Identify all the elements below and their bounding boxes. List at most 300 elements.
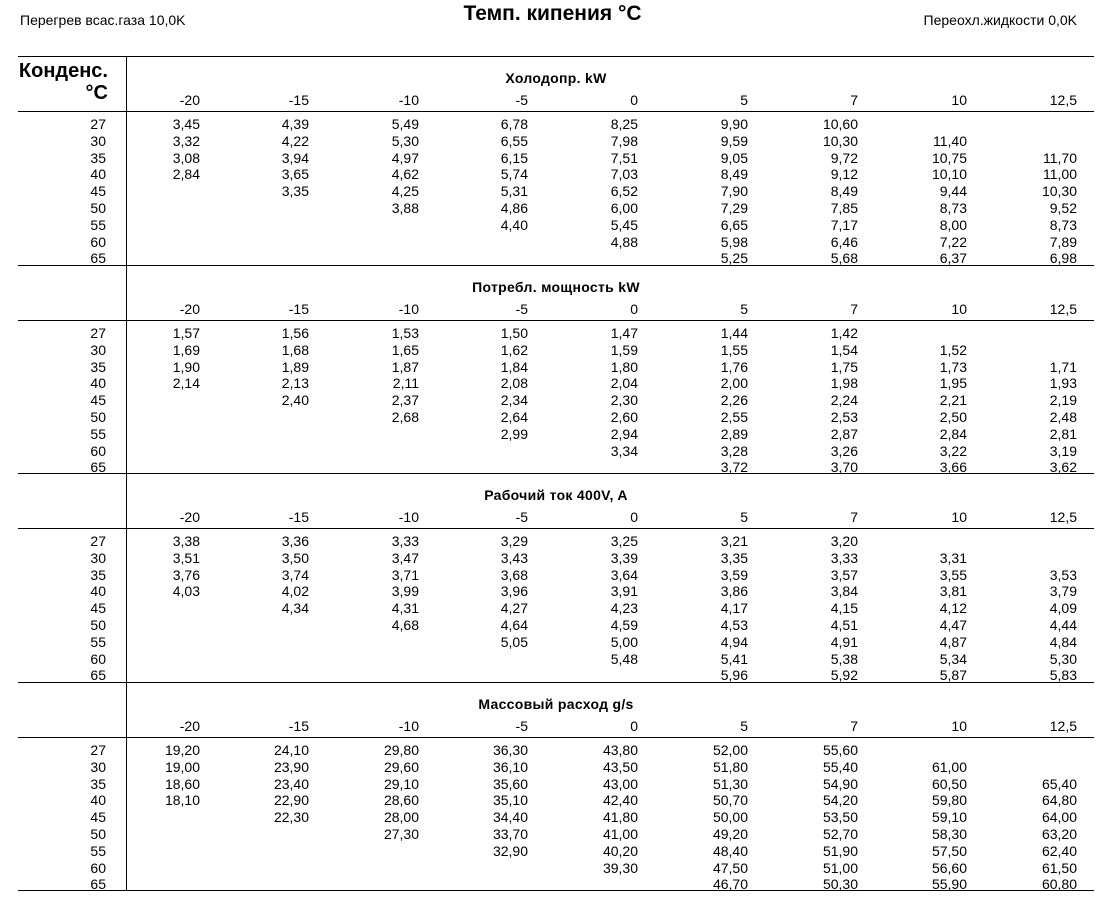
evap-temp-header: -10 xyxy=(398,718,419,734)
table-cell: 2,68 xyxy=(391,409,419,425)
table-cell: 3,53 xyxy=(1049,566,1077,583)
table-cell: 3,84 xyxy=(830,583,858,600)
table-cell: 1,93 xyxy=(1049,375,1077,392)
evap-temp-header: -20 xyxy=(179,92,200,108)
evap-temp-header: -10 xyxy=(398,92,419,108)
table-cell: 61,00 xyxy=(931,758,967,775)
table-cell: 2,48 xyxy=(1049,409,1077,425)
table-cell: 8,49 xyxy=(720,166,748,183)
table-cell: 60,80 xyxy=(1041,876,1077,893)
table-cell: 7,85 xyxy=(830,200,858,216)
table-cell: 1,50 xyxy=(500,325,528,341)
condensing-temp-row-label: 35 xyxy=(90,149,106,166)
table-cell: 5,45 xyxy=(610,216,638,233)
table-cell: 3,62 xyxy=(1049,459,1077,476)
condensing-temp-row-label: 40 xyxy=(90,166,106,183)
table-cell: 3,72 xyxy=(720,459,748,476)
condensing-temp-row-label: 45 xyxy=(90,809,106,826)
condensing-temp-row-label: 55 xyxy=(90,842,106,859)
table-cell: 54,90 xyxy=(822,775,858,792)
table-cell: 5,98 xyxy=(720,233,748,250)
table-cell: 42,40 xyxy=(602,792,638,809)
header-left: Перегрев всас.газа 10,0K xyxy=(20,12,186,28)
table-cell: 9,52 xyxy=(1049,200,1077,216)
condensing-temp-row-label: 60 xyxy=(90,233,106,250)
table-cell: 1,80 xyxy=(610,358,638,375)
condensing-label-line1: Конденс. xyxy=(18,60,108,82)
condensing-temp-row-label: 65 xyxy=(90,667,106,684)
table-cell: 3,51 xyxy=(172,549,200,566)
table-cell: 5,31 xyxy=(500,183,528,200)
table-cell: 3,57 xyxy=(830,566,858,583)
table-cell: 5,25 xyxy=(720,250,748,267)
table-cell: 4,31 xyxy=(391,600,419,617)
table-cell: 2,04 xyxy=(610,375,638,392)
condensing-temp-row-label: 55 xyxy=(90,425,106,442)
evap-temp-header: -5 xyxy=(515,509,528,525)
evap-temp-header: 0 xyxy=(630,718,638,734)
condensing-temp-row-label: 60 xyxy=(90,650,106,667)
evap-temp-header: 5 xyxy=(740,509,748,525)
table-cell: 51,90 xyxy=(822,842,858,859)
table-cell: 1,56 xyxy=(281,325,309,341)
table-cell: 3,79 xyxy=(1049,583,1077,600)
table-cell: 1,57 xyxy=(172,325,200,341)
section-top-rule xyxy=(18,56,1094,57)
evap-temp-header: 5 xyxy=(740,301,748,317)
evap-temp-header: 0 xyxy=(630,92,638,108)
table-cell: 5,92 xyxy=(830,667,858,684)
table-cell: 41,00 xyxy=(602,826,638,842)
table-cell: 6,78 xyxy=(500,116,528,132)
table-cell: 2,26 xyxy=(720,392,748,409)
table-cell: 4,47 xyxy=(939,617,967,633)
table-cell: 4,44 xyxy=(1049,617,1077,633)
section-top-rule xyxy=(18,473,1094,474)
table-cell: 3,55 xyxy=(939,566,967,583)
condensing-temp-row-label: 27 xyxy=(90,116,106,132)
table-cell: 1,69 xyxy=(172,341,200,358)
table-cell: 59,10 xyxy=(931,809,967,826)
table-cell: 1,59 xyxy=(610,341,638,358)
condensing-label-unit: °C xyxy=(85,82,108,104)
table-cell: 55,90 xyxy=(931,876,967,893)
table-cell: 3,21 xyxy=(720,533,748,549)
table-cell: 2,64 xyxy=(500,409,528,425)
table-cell: 7,90 xyxy=(720,183,748,200)
table-cell: 62,40 xyxy=(1041,842,1077,859)
evap-temp-header: -15 xyxy=(288,92,309,108)
table-cell: 3,20 xyxy=(830,533,858,549)
table-cell: 2,53 xyxy=(830,409,858,425)
table-cell: 2,55 xyxy=(720,409,748,425)
table-cell: 6,46 xyxy=(830,233,858,250)
table-cell: 60,50 xyxy=(931,775,967,792)
table-cell: 3,31 xyxy=(939,549,967,566)
table-cell: 1,71 xyxy=(1049,358,1077,375)
evap-temp-header: -20 xyxy=(179,718,200,734)
evap-temp-header: 7 xyxy=(850,92,858,108)
evap-temp-header: -20 xyxy=(179,509,200,525)
table-cell: 43,80 xyxy=(602,742,638,758)
table-cell: 2,21 xyxy=(939,392,967,409)
evap-temp-header: 10 xyxy=(951,301,967,317)
table-cell: 4,12 xyxy=(939,600,967,617)
condensing-temp-row-label: 60 xyxy=(90,859,106,876)
table-cell: 5,74 xyxy=(500,166,528,183)
table-cell: 8,25 xyxy=(610,116,638,132)
table-cell: 3,86 xyxy=(720,583,748,600)
table-cell: 8,73 xyxy=(1049,216,1077,233)
table-cell: 1,68 xyxy=(281,341,309,358)
table-cell: 7,22 xyxy=(939,233,967,250)
table-cell: 2,34 xyxy=(500,392,528,409)
table-cell: 1,44 xyxy=(720,325,748,341)
section-title: Рабочий ток 400V, A xyxy=(484,487,628,503)
evap-temp-header: -5 xyxy=(515,92,528,108)
table-cell: 5,48 xyxy=(610,650,638,667)
condensing-temp-row-label: 30 xyxy=(90,341,106,358)
table-cell: 6,98 xyxy=(1049,250,1077,267)
table-cell: 54,20 xyxy=(822,792,858,809)
table-cell: 53,50 xyxy=(822,809,858,826)
table-cell: 8,73 xyxy=(939,200,967,216)
table-cell: 4,39 xyxy=(281,116,309,132)
table-cell: 2,50 xyxy=(939,409,967,425)
table-cell: 2,89 xyxy=(720,425,748,442)
evap-temp-header: 5 xyxy=(740,92,748,108)
table-cell: 3,35 xyxy=(720,549,748,566)
table-cell: 4,02 xyxy=(281,583,309,600)
page-title: Темп. кипения °C xyxy=(463,2,642,25)
table-cell: 35,60 xyxy=(492,775,528,792)
table-cell: 4,09 xyxy=(1049,600,1077,617)
table-cell: 10,30 xyxy=(822,132,858,149)
table-cell: 3,96 xyxy=(500,583,528,600)
table-cell: 28,00 xyxy=(383,809,419,826)
table-cell: 47,50 xyxy=(712,859,748,876)
evap-temp-header: 12,5 xyxy=(1049,301,1077,317)
table-cell: 23,40 xyxy=(273,775,309,792)
table-cell: 9,12 xyxy=(830,166,858,183)
table-cell: 55,40 xyxy=(822,758,858,775)
table-cell: 3,33 xyxy=(830,549,858,566)
table-cell: 3,36 xyxy=(281,533,309,549)
section-header-rule xyxy=(18,528,1094,529)
table-cell: 2,99 xyxy=(500,425,528,442)
table-cell: 10,10 xyxy=(931,166,967,183)
table-cell: 3,70 xyxy=(830,459,858,476)
table-cell: 52,70 xyxy=(822,826,858,842)
table-cell: 4,87 xyxy=(939,633,967,650)
table-cell: 5,96 xyxy=(720,667,748,684)
table-cell: 1,52 xyxy=(939,341,967,358)
table-bottom-rule xyxy=(18,890,1094,891)
condensing-temp-row-label: 30 xyxy=(90,758,106,775)
table-cell: 7,17 xyxy=(830,216,858,233)
evap-temp-header: 12,5 xyxy=(1049,92,1077,108)
table-cell: 64,80 xyxy=(1041,792,1077,809)
section-header-rule xyxy=(18,111,1094,112)
condensing-temp-row-label: 35 xyxy=(90,358,106,375)
condensing-temp-row-label: 45 xyxy=(90,392,106,409)
table-cell: 5,30 xyxy=(1049,650,1077,667)
condensing-temp-row-label: 60 xyxy=(90,442,106,459)
table-cell: 3,08 xyxy=(172,149,200,166)
table-cell: 2,84 xyxy=(939,425,967,442)
table-cell: 4,86 xyxy=(500,200,528,216)
table-cell: 4,22 xyxy=(281,132,309,149)
table-cell: 3,65 xyxy=(281,166,309,183)
table-cell: 4,97 xyxy=(391,149,419,166)
table-cell: 1,62 xyxy=(500,341,528,358)
table-cell: 3,64 xyxy=(610,566,638,583)
table-cell: 11,70 xyxy=(1043,149,1077,166)
table-cell: 3,68 xyxy=(500,566,528,583)
condensing-temp-row-label: 35 xyxy=(90,775,106,792)
table-cell: 10,75 xyxy=(931,149,967,166)
table-cell: 3,22 xyxy=(939,442,967,459)
table-cell: 3,39 xyxy=(610,549,638,566)
table-cell: 11,00 xyxy=(1043,166,1077,183)
table-cell: 52,00 xyxy=(712,742,748,758)
table-cell: 5,34 xyxy=(939,650,967,667)
table-cell: 5,41 xyxy=(720,650,748,667)
table-cell: 2,40 xyxy=(281,392,309,409)
table-cell: 46,70 xyxy=(712,876,748,893)
condensing-temp-row-label: 30 xyxy=(90,549,106,566)
table-cell: 51,80 xyxy=(712,758,748,775)
table-cell: 36,10 xyxy=(492,758,528,775)
table-cell: 10,30 xyxy=(1041,183,1077,200)
table-cell: 2,00 xyxy=(720,375,748,392)
table-cell: 2,30 xyxy=(610,392,638,409)
table-cell: 3,47 xyxy=(391,549,419,566)
table-cell: 56,60 xyxy=(931,859,967,876)
section-top-rule xyxy=(18,682,1094,683)
table-cell: 4,25 xyxy=(391,183,419,200)
table-cell: 1,90 xyxy=(172,358,200,375)
table-cell: 3,26 xyxy=(830,442,858,459)
table-cell: 50,70 xyxy=(712,792,748,809)
table-cell: 6,37 xyxy=(939,250,967,267)
table-cell: 39,30 xyxy=(602,859,638,876)
table-cell: 3,81 xyxy=(939,583,967,600)
table-cell: 63,20 xyxy=(1041,826,1077,842)
table-cell: 65,40 xyxy=(1041,775,1077,792)
table-cell: 1,84 xyxy=(500,358,528,375)
table-cell: 1,54 xyxy=(830,341,858,358)
table-cell: 1,95 xyxy=(939,375,967,392)
table-cell: 48,40 xyxy=(712,842,748,859)
table-cell: 6,65 xyxy=(720,216,748,233)
condensing-temp-row-label: 55 xyxy=(90,216,106,233)
evap-temp-header: -20 xyxy=(179,301,200,317)
evap-temp-header: 12,5 xyxy=(1049,718,1077,734)
table-cell: 4,94 xyxy=(720,633,748,650)
table-cell: 8,00 xyxy=(939,216,967,233)
table-cell: 4,59 xyxy=(610,617,638,633)
table-cell: 2,19 xyxy=(1049,392,1077,409)
table-cell: 4,51 xyxy=(830,617,858,633)
table-cell: 7,29 xyxy=(720,200,748,216)
table-cell: 24,10 xyxy=(273,742,309,758)
table-cell: 2,37 xyxy=(391,392,419,409)
table-cell: 19,00 xyxy=(164,758,200,775)
table-cell: 10,60 xyxy=(822,116,858,132)
table-cell: 3,19 xyxy=(1049,442,1077,459)
condensing-temp-row-label: 50 xyxy=(90,200,106,216)
table-cell: 5,05 xyxy=(500,633,528,650)
table-cell: 43,50 xyxy=(602,758,638,775)
table-cell: 35,10 xyxy=(492,792,528,809)
table-cell: 4,34 xyxy=(281,600,309,617)
condensing-temp-row-label: 40 xyxy=(90,792,106,809)
table-cell: 40,20 xyxy=(602,842,638,859)
table-cell: 2,11 xyxy=(392,375,419,392)
table-cell: 4,68 xyxy=(391,617,419,633)
condensing-temp-row-label: 45 xyxy=(90,600,106,617)
table-cell: 6,00 xyxy=(610,200,638,216)
table-cell: 9,90 xyxy=(720,116,748,132)
table-cell: 3,66 xyxy=(939,459,967,476)
section-title: Массовый расход g/s xyxy=(478,696,634,712)
table-cell: 4,88 xyxy=(610,233,638,250)
table-cell: 9,05 xyxy=(720,149,748,166)
table-cell: 51,00 xyxy=(822,859,858,876)
table-cell: 2,60 xyxy=(610,409,638,425)
table-cell: 50,30 xyxy=(822,876,858,893)
evap-temp-header: -5 xyxy=(515,718,528,734)
table-cell: 51,30 xyxy=(712,775,748,792)
evap-temp-header: 12,5 xyxy=(1049,509,1077,525)
table-cell: 3,28 xyxy=(720,442,748,459)
table-cell: 3,43 xyxy=(500,549,528,566)
condensing-temp-row-label: 50 xyxy=(90,409,106,425)
table-cell: 5,00 xyxy=(610,633,638,650)
table-cell: 61,50 xyxy=(1041,859,1077,876)
evap-temp-header: 7 xyxy=(850,509,858,525)
evap-temp-header: 5 xyxy=(740,718,748,734)
condensing-temp-row-label: 35 xyxy=(90,566,106,583)
table-cell: 5,38 xyxy=(830,650,858,667)
table-cell: 3,74 xyxy=(281,566,309,583)
table-cell: 4,84 xyxy=(1049,633,1077,650)
table-cell: 9,59 xyxy=(720,132,748,149)
table-cell: 19,20 xyxy=(164,742,200,758)
table-cell: 18,10 xyxy=(164,792,200,809)
table-cell: 1,47 xyxy=(610,325,638,341)
table-cell: 2,14 xyxy=(172,375,200,392)
evap-temp-header: -10 xyxy=(398,301,419,317)
condensing-temp-row-label: 50 xyxy=(90,617,106,633)
condensing-temp-row-label: 45 xyxy=(90,183,106,200)
condensing-temp-row-label: 65 xyxy=(90,250,106,267)
table-cell: 7,03 xyxy=(610,166,638,183)
table-cell: 3,45 xyxy=(172,116,200,132)
section-top-rule xyxy=(18,265,1094,266)
table-cell: 32,90 xyxy=(492,842,528,859)
table-cell: 5,30 xyxy=(391,132,419,149)
table-cell: 49,20 xyxy=(712,826,748,842)
table-cell: 1,53 xyxy=(391,325,419,341)
condensing-temp-row-label: 65 xyxy=(90,876,106,893)
table-cell: 1,75 xyxy=(830,358,858,375)
condensing-temp-row-label: 40 xyxy=(90,375,106,392)
table-cell: 1,65 xyxy=(391,341,419,358)
table-cell: 5,49 xyxy=(391,116,419,132)
table-cell: 3,38 xyxy=(172,533,200,549)
evap-temp-header: 7 xyxy=(850,301,858,317)
table-cell: 3,88 xyxy=(391,200,419,216)
evap-temp-header: 10 xyxy=(951,92,967,108)
table-cell: 3,29 xyxy=(500,533,528,549)
condensing-temp-row-label: 55 xyxy=(90,633,106,650)
table-cell: 29,10 xyxy=(383,775,419,792)
evap-temp-header: 10 xyxy=(951,718,967,734)
table-cell: 28,60 xyxy=(383,792,419,809)
table-cell: 4,17 xyxy=(720,600,748,617)
table-cell: 3,35 xyxy=(281,183,309,200)
table-cell: 55,60 xyxy=(822,742,858,758)
table-cell: 1,98 xyxy=(830,375,858,392)
table-cell: 1,89 xyxy=(281,358,309,375)
table-cell: 2,87 xyxy=(830,425,858,442)
table-cell: 9,72 xyxy=(830,149,858,166)
table-cell: 29,80 xyxy=(383,742,419,758)
table-cell: 3,33 xyxy=(391,533,419,549)
condensing-temp-row-label: 40 xyxy=(90,583,106,600)
table-cell: 7,89 xyxy=(1049,233,1077,250)
table-cell: 4,53 xyxy=(720,617,748,633)
table-cell: 3,34 xyxy=(610,442,638,459)
table-cell: 6,15 xyxy=(500,149,528,166)
table-cell: 2,94 xyxy=(610,425,638,442)
evap-temp-header: -5 xyxy=(515,301,528,317)
table-cell: 3,99 xyxy=(391,583,419,600)
condensing-temp-label xyxy=(6,60,108,104)
condensing-temp-row-label: 50 xyxy=(90,826,106,842)
table-cell: 2,13 xyxy=(281,375,309,392)
table-cell: 58,30 xyxy=(931,826,967,842)
table-cell: 7,98 xyxy=(610,132,638,149)
table-cell: 3,50 xyxy=(281,549,309,566)
evap-temp-header: -15 xyxy=(288,718,309,734)
table-cell: 9,44 xyxy=(939,183,967,200)
table-cell: 1,76 xyxy=(720,358,748,375)
table-cell: 22,90 xyxy=(273,792,309,809)
condensing-temp-row-label: 30 xyxy=(90,132,106,149)
table-cell: 11,40 xyxy=(933,132,967,149)
table-cell: 4,64 xyxy=(500,617,528,633)
table-cell: 43,00 xyxy=(602,775,638,792)
table-cell: 3,94 xyxy=(281,149,309,166)
evap-temp-header: 0 xyxy=(630,301,638,317)
table-cell: 41,80 xyxy=(602,809,638,826)
table-cell: 6,55 xyxy=(500,132,528,149)
table-cell: 3,76 xyxy=(172,566,200,583)
evap-temp-header: -15 xyxy=(288,509,309,525)
table-cell: 1,42 xyxy=(830,325,858,341)
table-cell: 4,23 xyxy=(610,600,638,617)
table-cell: 50,00 xyxy=(712,809,748,826)
table-cell: 64,00 xyxy=(1041,809,1077,826)
table-cell: 29,60 xyxy=(383,758,419,775)
condensing-temp-row-label: 65 xyxy=(90,459,106,476)
table-cell: 2,08 xyxy=(500,375,528,392)
table-cell: 4,62 xyxy=(391,166,419,183)
table-cell: 34,40 xyxy=(492,809,528,826)
